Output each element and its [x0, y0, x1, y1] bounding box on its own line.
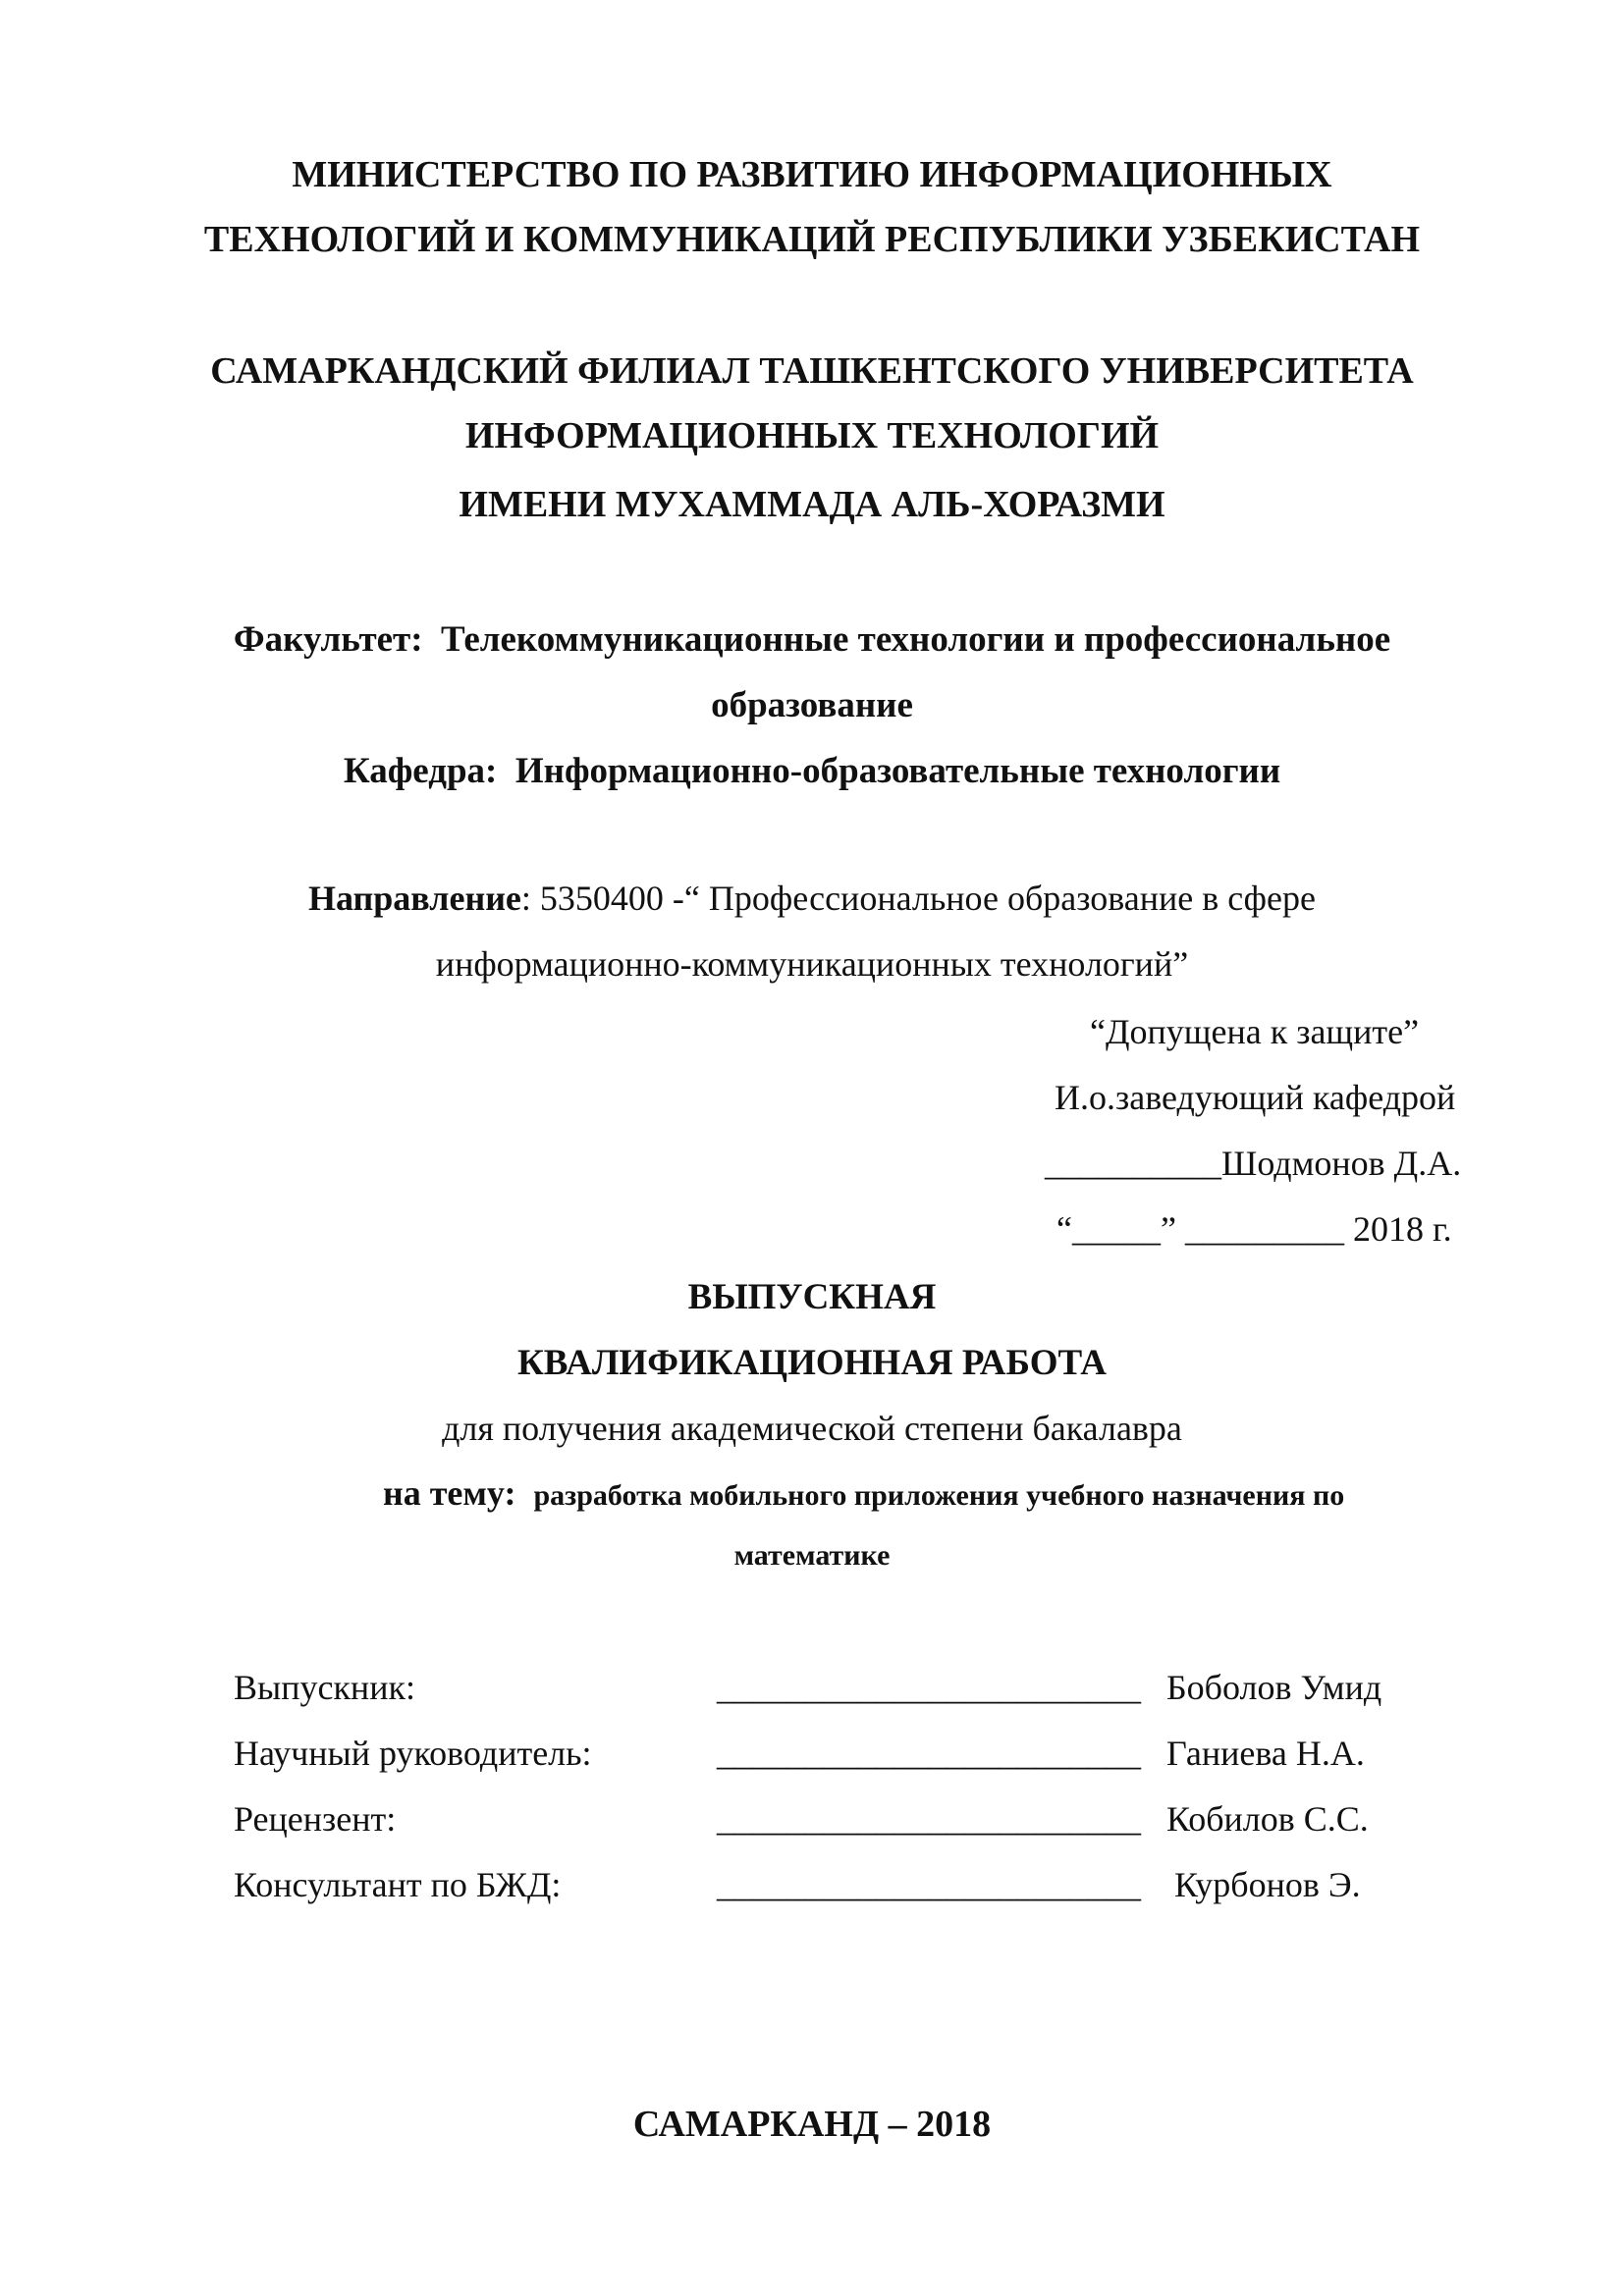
signature-name: Кобилов С.С.: [1166, 1799, 1369, 1839]
signature-line: ________________________: [717, 1734, 1141, 1773]
signature-row: [234, 1798, 1451, 1847]
university-line-1: САМАРКАНДСКИЙ ФИЛИАЛ ТАШКЕНТСКОГО УНИВЕРСИТЕТА: [210, 350, 1414, 392]
signature-role: Рецензент:: [234, 1799, 397, 1839]
university-line-3: ИМЕНИ МУХАММАДА АЛЬ-ХОРАЗМИ: [459, 484, 1165, 525]
topic-line-1: [383, 1472, 1344, 1514]
topic-label: на тему:: [383, 1473, 516, 1513]
approval-line-4: “_____” _________ 2018 г.: [1056, 1209, 1452, 1249]
department-line: [0, 750, 1624, 792]
ministry-line-2: ТЕХНОЛОГИЙ И КОММУНИКАЦИЙ РЕСПУБЛИКИ УЗБЕКИСТАН: [203, 219, 1421, 260]
topic-value-1: разработка мобильного приложения учебного назначения по: [533, 1479, 1345, 1512]
direction-value-2: информационно-коммуникационных технологий”: [435, 944, 1189, 984]
faculty-label: Факультет:: [233, 619, 423, 660]
direction-line-1: [0, 878, 1624, 919]
signature-row: [234, 1864, 1451, 1913]
department-value: Информационно-образовательные технологии: [514, 751, 1281, 791]
direction-label: Направление: [308, 879, 521, 918]
faculty-value-1: Телекоммуникационные технологии и профессиональное: [441, 619, 1391, 660]
approval-line-2: И.о.заведующий кафедрой: [1055, 1078, 1456, 1117]
work-title-1: ВЫПУСКНАЯ: [687, 1277, 937, 1317]
signature-line: ________________________: [717, 1799, 1141, 1839]
work-title-2: КВАЛИФИКАЦИОННАЯ РАБОТА: [516, 1343, 1108, 1383]
university-line-2: ИНФОРМАЦИОННЫХ ТЕХНОЛОГИЙ: [464, 415, 1160, 456]
signature-line: ________________________: [717, 1668, 1141, 1707]
signature-name: Боболов Умид: [1166, 1668, 1382, 1707]
signature-row: [234, 1667, 1451, 1716]
faculty-line: [0, 618, 1624, 661]
topic-value-2: математике: [733, 1539, 891, 1572]
approval-line-1: “Допущена к защите”: [1090, 1012, 1420, 1051]
ministry-line-1: МИНИСТЕРСТВО ПО РАЗВИТИЮ ИНФОРМАЦИОННЫХ: [292, 154, 1332, 195]
department-label: Кафедра:: [343, 751, 498, 791]
signature-name: Ганиева Н.А.: [1166, 1734, 1365, 1773]
signature-role: Научный руководитель:: [234, 1734, 592, 1773]
direction-value-1: : 5350400 -“ Профессиональное образование в сфере: [520, 879, 1316, 918]
approval-line-3: __________Шодмонов Д.А.: [1045, 1144, 1462, 1183]
work-purpose: для получения академической степени бакалавра: [442, 1409, 1182, 1448]
signature-role: Выпускник:: [234, 1668, 415, 1707]
signature-name: Курбонов Э.: [1174, 1865, 1361, 1904]
signature-row: [234, 1733, 1451, 1782]
signature-role: Консультант по БЖД:: [234, 1865, 562, 1904]
footer-city-year: САМАРКАНД – 2018: [632, 2104, 992, 2145]
faculty-value-2: образование: [711, 685, 913, 725]
signature-line: ________________________: [717, 1865, 1141, 1904]
